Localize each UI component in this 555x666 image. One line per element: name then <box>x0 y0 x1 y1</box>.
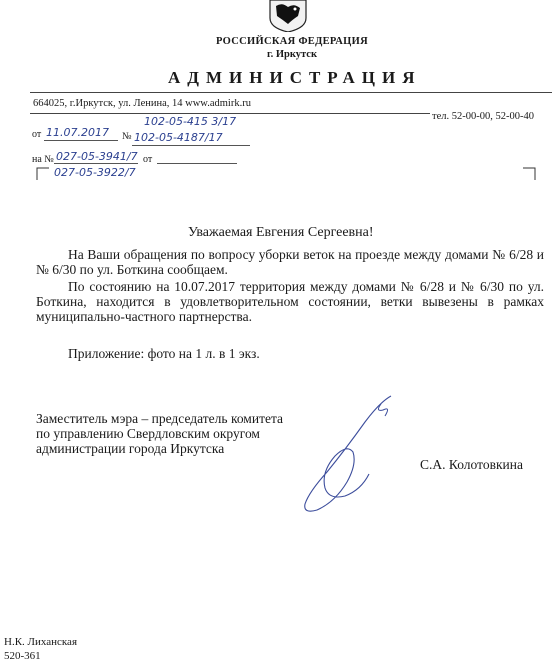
signer-name: С.А. Колотовкина <box>420 457 523 472</box>
ref-number: 027-05-3941/7 <box>56 150 138 163</box>
executor-phone: 520-361 <box>4 650 41 662</box>
signer-position-line-1: Заместитель мэра – председатель комитета <box>36 411 284 426</box>
country-name: РОССИЙСКАЯ ФЕДЕРАЦИЯ <box>216 36 368 47</box>
signer-position-line-2: по управлению Свердловским округом <box>36 426 260 441</box>
org-address: 664025, г.Иркутск, ул. Ленина, 14 www.admirk.ru <box>33 98 251 109</box>
signer-position-line-3: администрации города Иркутска <box>36 441 225 456</box>
paragraph-1: На Ваши обращения по вопросу уборки веток на проезде между домами № 6/28 и № 6/30 по ул. Боткина сообщаем. <box>36 247 544 277</box>
org-phone: тел. 52-00-00, 52-00-40 <box>432 111 534 122</box>
outgoing-number-top: 102-05-415 3/17 <box>144 115 237 128</box>
organization-title: АДМИНИСТРАЦИЯ <box>168 68 422 87</box>
executor-name: Н.К. Лиханская <box>4 636 78 648</box>
number-underline <box>132 145 250 146</box>
paragraph-2: По состоянию на 10.07.2017 территория между домами № 6/28 и № 6/30 по ул. Боткина, находится в удовлетворительном состоянии, ветки вывезены в рамках муниципально-частного партнерства. <box>36 279 544 324</box>
ref-number-2: 027-05-3922/7 <box>54 166 136 179</box>
ref-date-underline <box>157 163 237 164</box>
ref-number-label: на № <box>32 154 54 165</box>
coat-of-arms-emblem <box>268 0 308 32</box>
handwritten-signature <box>295 392 405 517</box>
left-corner-mark <box>36 167 50 181</box>
header-divider-bottom <box>30 113 430 114</box>
attachment-line: Приложение: фото на 1 л. в 1 экз. <box>68 346 260 361</box>
number-label: № <box>122 131 132 142</box>
greeting: Уважаемая Евгения Сергеевна! <box>188 225 374 240</box>
city-name: г. Иркутск <box>267 49 317 60</box>
date-underline <box>44 140 118 141</box>
header-divider-top <box>30 92 552 93</box>
right-corner-mark <box>522 167 536 181</box>
ref-date-label: от <box>143 154 153 165</box>
ref-number-underline <box>54 163 138 164</box>
outgoing-number: 102-05-4187/17 <box>134 131 223 144</box>
date-label: от <box>32 129 42 140</box>
outgoing-date: 11.07.2017 <box>46 126 109 139</box>
